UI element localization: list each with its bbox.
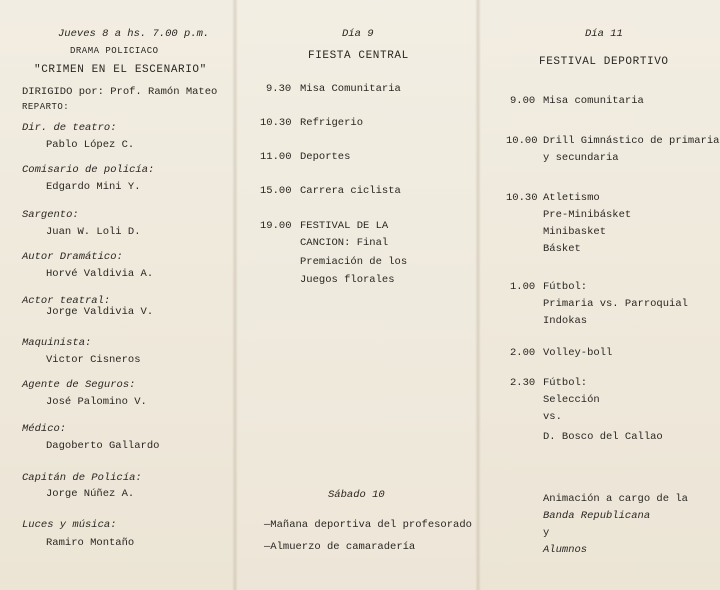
cast-role: Médico: bbox=[22, 423, 67, 435]
event-line: Básket bbox=[543, 243, 581, 255]
event-line: Deportes bbox=[300, 151, 351, 163]
cast-actor: Jorge Valdivia V. bbox=[46, 306, 154, 318]
cast-actor: Pablo López C. bbox=[46, 139, 135, 151]
event-time: 10.30 bbox=[260, 117, 292, 129]
cast-actor: Jorge Núñez A. bbox=[46, 488, 135, 500]
event-line: Indokas bbox=[543, 315, 588, 327]
event-time: 2.00 bbox=[510, 347, 536, 359]
event-line: y secundaria bbox=[543, 152, 619, 164]
fold-line bbox=[475, 0, 481, 590]
event-line: Fútbol: bbox=[543, 281, 588, 293]
event-line: Minibasket bbox=[543, 226, 607, 238]
event-time: 2.30 bbox=[510, 377, 536, 389]
event-time: 1.00 bbox=[510, 281, 536, 293]
event-time: 10.00 bbox=[506, 135, 538, 147]
cast-role: Luces y música: bbox=[22, 519, 117, 531]
director-line: DIRIGIDO por: Prof. Ramón Mateo bbox=[22, 86, 218, 98]
event-time: 10.30 bbox=[506, 192, 538, 204]
event-line: Fútbol: bbox=[543, 377, 588, 389]
cast-actor: Juan W. Loli D. bbox=[46, 226, 141, 238]
closing-line: Banda Republicana bbox=[543, 510, 651, 522]
event-time: 15.00 bbox=[260, 185, 292, 197]
genre-label: DRAMA POLICIACO bbox=[70, 46, 159, 56]
event-line: Refrigerio bbox=[300, 117, 364, 129]
saturday-item: —Mañana deportiva del profesorado bbox=[264, 519, 472, 531]
event-line: Drill Gimnástico de primaria bbox=[543, 135, 720, 147]
theatre-header: Jueves 8 a hs. 7.00 p.m. bbox=[58, 28, 210, 40]
event-line: Premiación de los bbox=[300, 256, 408, 268]
closing-line: Alumnos bbox=[543, 544, 588, 556]
cast-role: Capitán de Policía: bbox=[22, 472, 142, 484]
saturday-header: Sábado 10 bbox=[328, 489, 385, 501]
event-line: CANCION: Final bbox=[300, 237, 389, 249]
cast-actor: Ramiro Montaño bbox=[46, 537, 135, 549]
cast-role: Actor teatral: bbox=[22, 295, 111, 307]
cast-actor: Victor Cisneros bbox=[46, 354, 141, 366]
event-line: Juegos florales bbox=[300, 274, 395, 286]
closing-line: y bbox=[543, 527, 550, 539]
event-line: Primaria vs. Parroquial bbox=[543, 298, 688, 310]
day11-title: FESTIVAL DEPORTIVO bbox=[539, 56, 669, 68]
day9-header: Día 9 bbox=[342, 28, 374, 40]
cast-actor: Horvé Valdivia A. bbox=[46, 268, 154, 280]
event-line: Selección bbox=[543, 394, 600, 406]
cast-role: Dir. de teatro: bbox=[22, 122, 117, 134]
event-line: Atletismo bbox=[543, 192, 600, 204]
cast-role: Agente de Seguros: bbox=[22, 379, 136, 391]
play-title: "CRIMEN EN EL ESCENARIO" bbox=[34, 64, 207, 76]
event-time: 9.30 bbox=[266, 83, 292, 95]
cast-role: Comisario de policía: bbox=[22, 164, 155, 176]
cast-role: Autor Dramático: bbox=[22, 251, 123, 263]
event-time: 9.00 bbox=[510, 95, 536, 107]
closing-line: Animación a cargo de la bbox=[543, 493, 688, 505]
cast-actor: José Palomino V. bbox=[46, 396, 147, 408]
event-time: 11.00 bbox=[260, 151, 292, 163]
event-line: D. Bosco del Callao bbox=[543, 431, 663, 443]
event-line: Misa comunitaria bbox=[543, 95, 644, 107]
fold-line bbox=[232, 0, 238, 590]
cast-label: REPARTO: bbox=[22, 102, 70, 112]
event-line: Carrera ciclista bbox=[300, 185, 401, 197]
event-line: Volley-boll bbox=[543, 347, 613, 359]
cast-actor: Edgardo Mini Y. bbox=[46, 181, 141, 193]
day9-title: FIESTA CENTRAL bbox=[308, 50, 409, 62]
saturday-item: —Almuerzo de camaradería bbox=[264, 541, 416, 553]
event-line: FESTIVAL DE LA bbox=[300, 220, 389, 232]
cast-role: Maquinista: bbox=[22, 337, 92, 349]
event-line: Misa Comunitaria bbox=[300, 83, 401, 95]
cast-role: Sargento: bbox=[22, 209, 79, 221]
event-line: Pre-Minibásket bbox=[543, 209, 632, 221]
day11-header: Día 11 bbox=[585, 28, 623, 40]
cast-actor: Dagoberto Gallardo bbox=[46, 440, 160, 452]
event-line: vs. bbox=[543, 411, 562, 423]
event-time: 19.00 bbox=[260, 220, 292, 232]
